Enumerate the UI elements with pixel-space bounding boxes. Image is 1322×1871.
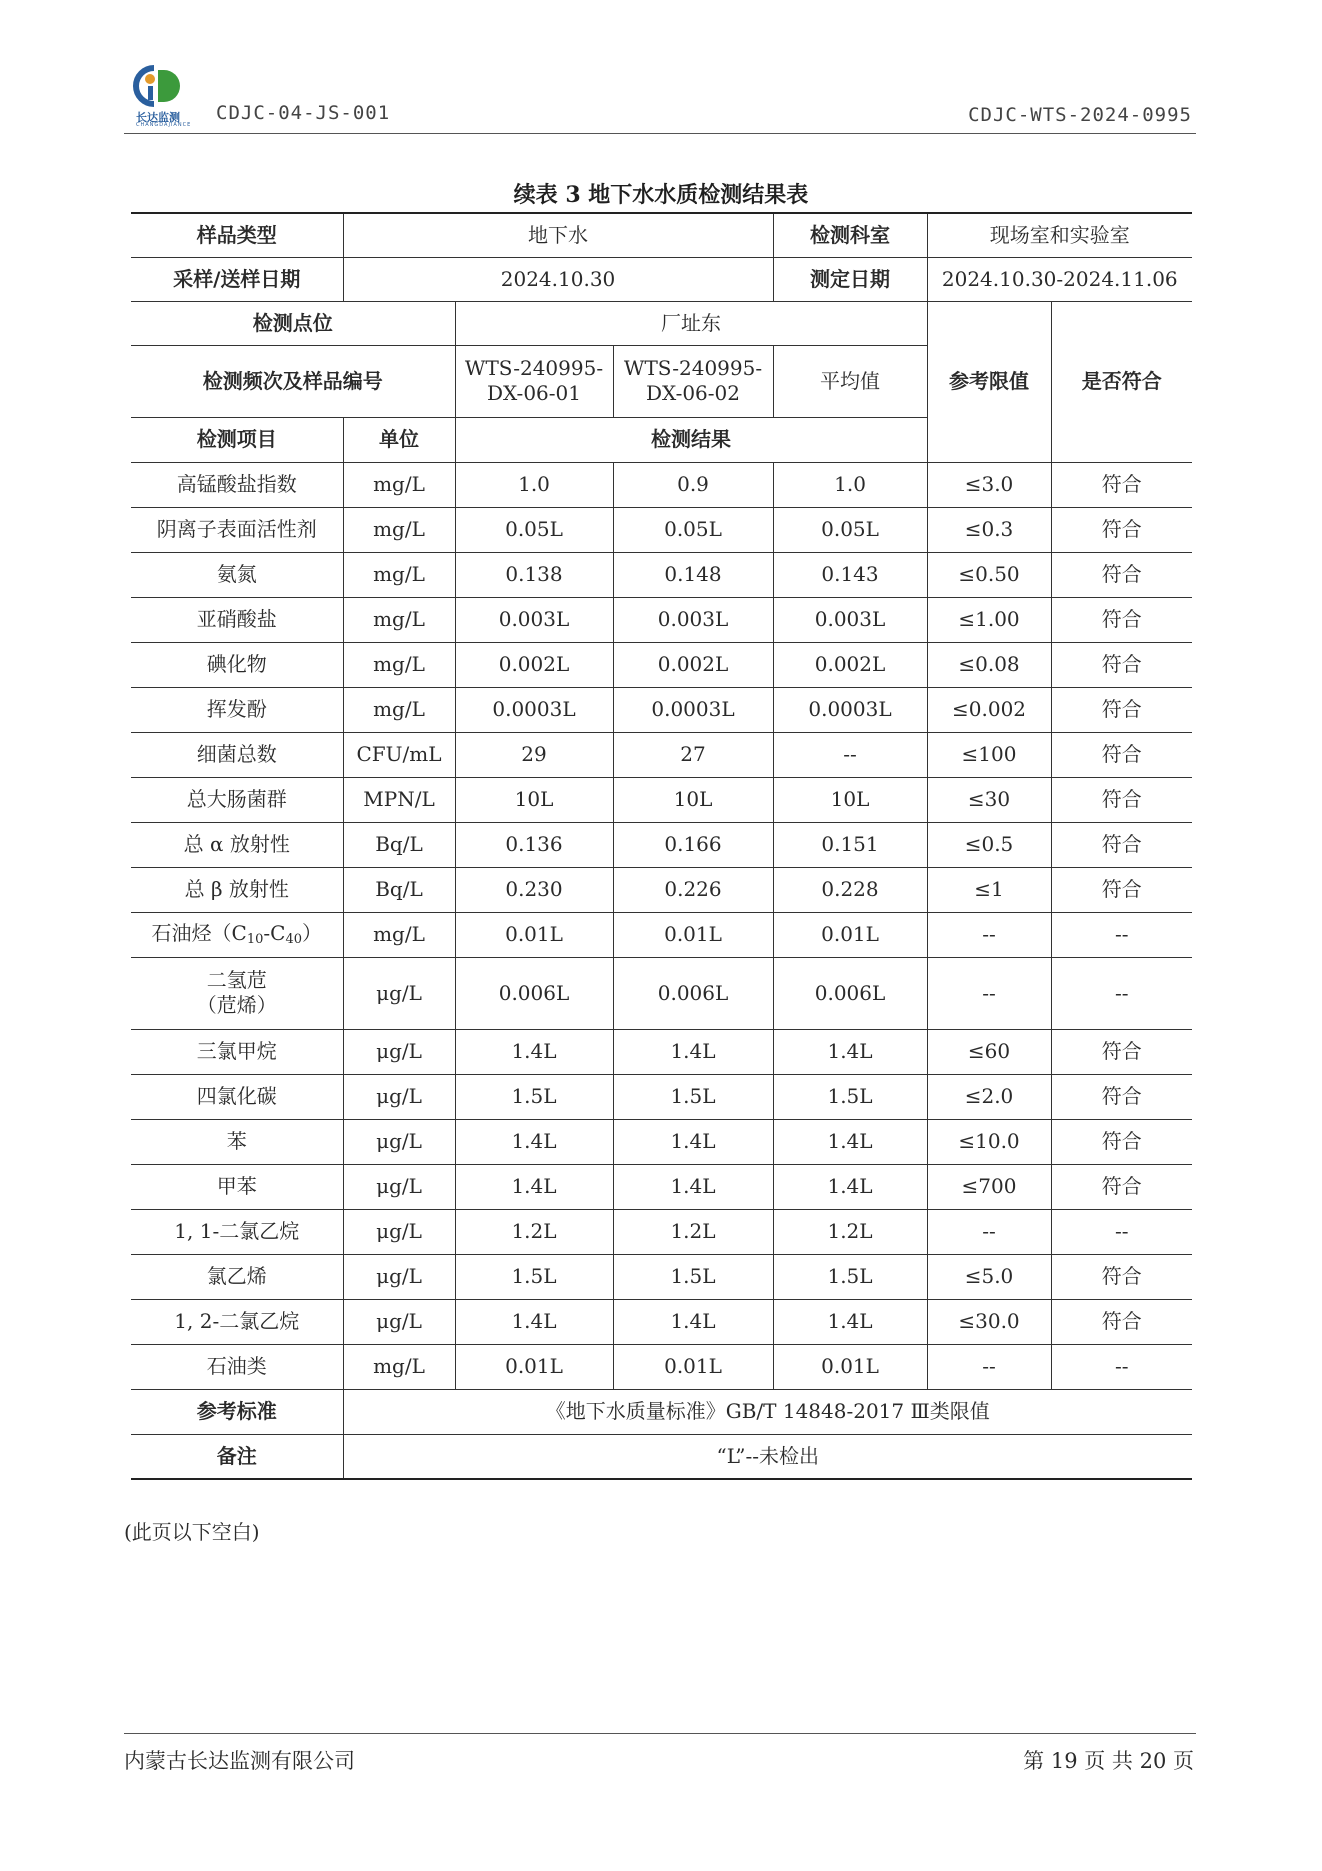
conformity: 符合 bbox=[1051, 1299, 1192, 1344]
table-row bbox=[131, 642, 1192, 687]
average: 1.0 bbox=[773, 462, 927, 507]
result-1: 0.002L bbox=[455, 642, 613, 687]
conformity: 符合 bbox=[1051, 1074, 1192, 1119]
table-row bbox=[131, 867, 1192, 912]
sample-2-id-line1: WTS-240995- bbox=[623, 356, 763, 380]
reference-limit: ≤30.0 bbox=[927, 1299, 1051, 1344]
average: 0.228 bbox=[773, 867, 927, 912]
unit-header: 单位 bbox=[343, 417, 455, 462]
reference-limit: -- bbox=[927, 1209, 1051, 1254]
reference-limit: ≤1.00 bbox=[927, 597, 1051, 642]
result-1: 0.136 bbox=[455, 822, 613, 867]
table-title: 续表 3 地下水水质检测结果表 bbox=[513, 182, 809, 208]
conformity: 符合 bbox=[1051, 1029, 1192, 1074]
conformity: 符合 bbox=[1051, 732, 1192, 777]
item-name bbox=[131, 912, 343, 957]
result-1: 0.01L bbox=[455, 912, 613, 957]
conformity: 符合 bbox=[1051, 1254, 1192, 1299]
item-name-line1: 二氢苊 bbox=[206, 968, 267, 992]
result-2: 1.5L bbox=[613, 1254, 773, 1299]
average: 1.4L bbox=[773, 1299, 927, 1344]
reference-limit: ≤30 bbox=[927, 777, 1051, 822]
conformity: 符合 bbox=[1051, 507, 1192, 552]
unit: μg/L bbox=[343, 1164, 455, 1209]
result-1: 1.5L bbox=[455, 1254, 613, 1299]
result-1: 0.138 bbox=[455, 552, 613, 597]
result-1: 0.003L bbox=[455, 597, 613, 642]
table-row bbox=[131, 597, 1192, 642]
unit: Bq/L bbox=[343, 867, 455, 912]
average: 1.5L bbox=[773, 1074, 927, 1119]
table-row bbox=[131, 1344, 1192, 1389]
result-2: 27 bbox=[613, 732, 773, 777]
conformity: 符合 bbox=[1051, 642, 1192, 687]
conformity: -- bbox=[1051, 957, 1192, 1029]
reference-limit: ≤2.0 bbox=[927, 1074, 1051, 1119]
reference-limit: -- bbox=[927, 912, 1051, 957]
result-2: 1.4L bbox=[613, 1119, 773, 1164]
reference-limit: ≤5.0 bbox=[927, 1254, 1051, 1299]
average: 0.0003L bbox=[773, 687, 927, 732]
info-row-dates bbox=[131, 257, 1192, 301]
item-name: 四氯化碳 bbox=[131, 1074, 343, 1119]
item-name: 总 β 放射性 bbox=[131, 867, 343, 912]
unit: mg/L bbox=[343, 462, 455, 507]
sample-2-id-line2: DX-06-02 bbox=[646, 381, 740, 405]
result-2: 1.4L bbox=[613, 1164, 773, 1209]
footer-divider bbox=[124, 1733, 1196, 1734]
item-name-subscript-1: 10 bbox=[246, 931, 264, 947]
result-1: 1.5L bbox=[455, 1074, 613, 1119]
result-2: 1.4L bbox=[613, 1029, 773, 1074]
average: -- bbox=[773, 732, 927, 777]
table-row bbox=[131, 1029, 1192, 1074]
conformity: 符合 bbox=[1051, 1164, 1192, 1209]
unit: mg/L bbox=[343, 912, 455, 957]
result-1: 0.01L bbox=[455, 1344, 613, 1389]
average: 1.5L bbox=[773, 1254, 927, 1299]
sampling-date-value: 2024.10.30 bbox=[343, 257, 773, 301]
table-row bbox=[131, 1299, 1192, 1344]
item-name: 1, 1-二氯乙烷 bbox=[131, 1209, 343, 1254]
average: 0.003L bbox=[773, 597, 927, 642]
item-name: 苯 bbox=[131, 1119, 343, 1164]
lab-label: 检测科室 bbox=[773, 213, 927, 257]
average: 0.01L bbox=[773, 1344, 927, 1389]
company-logo bbox=[128, 62, 200, 130]
result-1: 1.4L bbox=[455, 1299, 613, 1344]
table-row bbox=[131, 1209, 1192, 1254]
test-date-label: 测定日期 bbox=[773, 257, 927, 301]
unit: MPN/L bbox=[343, 777, 455, 822]
conformity: 符合 bbox=[1051, 687, 1192, 732]
sample-type-label: 样品类型 bbox=[131, 213, 343, 257]
unit: mg/L bbox=[343, 642, 455, 687]
page-number: 第 19 页 共 20 页 bbox=[1023, 1749, 1194, 1773]
conformity: -- bbox=[1051, 1209, 1192, 1254]
standard-row bbox=[131, 1389, 1192, 1434]
result-2: 10L bbox=[613, 777, 773, 822]
result-1: 1.0 bbox=[455, 462, 613, 507]
conformity: 符合 bbox=[1051, 597, 1192, 642]
item-name: 石油类 bbox=[131, 1344, 343, 1389]
result-1: 1.4L bbox=[455, 1164, 613, 1209]
reference-limit: ≤10.0 bbox=[927, 1119, 1051, 1164]
item-name-line2: （苊烯） bbox=[196, 993, 277, 1017]
conform-header: 是否符合 bbox=[1051, 301, 1192, 462]
average: 0.143 bbox=[773, 552, 927, 597]
logo-text: 长达监测 bbox=[136, 111, 180, 124]
item-name-mid: -C bbox=[263, 920, 286, 945]
average: 0.01L bbox=[773, 912, 927, 957]
blank-page-note: (此页以下空白) bbox=[124, 1520, 260, 1544]
conformity: 符合 bbox=[1051, 1119, 1192, 1164]
table-row bbox=[131, 687, 1192, 732]
average: 10L bbox=[773, 777, 927, 822]
test-date-value: 2024.10.30-2024.11.06 bbox=[927, 257, 1192, 301]
unit: μg/L bbox=[343, 1119, 455, 1164]
table-row bbox=[131, 912, 1192, 957]
unit: μg/L bbox=[343, 1209, 455, 1254]
average: 1.4L bbox=[773, 1119, 927, 1164]
table-row bbox=[131, 732, 1192, 777]
average: 0.002L bbox=[773, 642, 927, 687]
item-name: 氯乙烯 bbox=[131, 1254, 343, 1299]
item-name-suffix: ） bbox=[301, 920, 322, 945]
result-2: 0.01L bbox=[613, 1344, 773, 1389]
table-row bbox=[131, 1254, 1192, 1299]
item-name: 高锰酸盐指数 bbox=[131, 462, 343, 507]
unit: mg/L bbox=[343, 1344, 455, 1389]
result-2: 0.006L bbox=[613, 957, 773, 1029]
result-2: 1.2L bbox=[613, 1209, 773, 1254]
item-name: 阴离子表面活性剂 bbox=[131, 507, 343, 552]
table-row bbox=[131, 822, 1192, 867]
reference-limit: ≤1 bbox=[927, 867, 1051, 912]
result-2: 0.226 bbox=[613, 867, 773, 912]
result-2: 0.05L bbox=[613, 507, 773, 552]
unit: μg/L bbox=[343, 1029, 455, 1074]
item-name: 三氯甲烷 bbox=[131, 1029, 343, 1074]
conformity: -- bbox=[1051, 912, 1192, 957]
standard-label: 参考标准 bbox=[131, 1389, 343, 1434]
site-value: 厂址东 bbox=[455, 301, 927, 345]
reference-limit: ≤60 bbox=[927, 1029, 1051, 1074]
result-1: 10L bbox=[455, 777, 613, 822]
table-row bbox=[131, 1074, 1192, 1119]
reference-limit: -- bbox=[927, 1344, 1051, 1389]
table-row bbox=[131, 552, 1192, 597]
header-divider bbox=[124, 133, 1196, 134]
average: 0.151 bbox=[773, 822, 927, 867]
sample-1-id-line2: DX-06-01 bbox=[487, 381, 581, 405]
table-row bbox=[131, 1119, 1192, 1164]
result-2: 1.5L bbox=[613, 1074, 773, 1119]
remark-value: “L”--未检出 bbox=[343, 1434, 1192, 1479]
result-1: 1.2L bbox=[455, 1209, 613, 1254]
report-number: CDJC-WTS-2024-0995 bbox=[968, 104, 1192, 126]
conformity: 符合 bbox=[1051, 822, 1192, 867]
result-1: 1.4L bbox=[455, 1029, 613, 1074]
item-name: 细菌总数 bbox=[131, 732, 343, 777]
conformity: 符合 bbox=[1051, 777, 1192, 822]
site-label: 检测点位 bbox=[131, 301, 455, 345]
average: 0.05L bbox=[773, 507, 927, 552]
result-1: 29 bbox=[455, 732, 613, 777]
table-row bbox=[131, 507, 1192, 552]
remark-label: 备注 bbox=[131, 1434, 343, 1479]
unit: mg/L bbox=[343, 597, 455, 642]
unit: μg/L bbox=[343, 1299, 455, 1344]
reference-limit: ≤0.002 bbox=[927, 687, 1051, 732]
unit: mg/L bbox=[343, 552, 455, 597]
conformity: 符合 bbox=[1051, 867, 1192, 912]
table-row bbox=[131, 957, 1192, 1029]
average: 1.4L bbox=[773, 1164, 927, 1209]
logo-subtext: CHANGDAJIANCE bbox=[136, 122, 192, 128]
item-name: 甲苯 bbox=[131, 1164, 343, 1209]
unit: mg/L bbox=[343, 507, 455, 552]
table-row bbox=[131, 1164, 1192, 1209]
unit: mg/L bbox=[343, 687, 455, 732]
reference-limit: ≤0.08 bbox=[927, 642, 1051, 687]
limit-header: 参考限值 bbox=[927, 301, 1051, 462]
unit: μg/L bbox=[343, 1074, 455, 1119]
remark-row bbox=[131, 1434, 1192, 1479]
sample-type-value: 地下水 bbox=[343, 213, 773, 257]
conformity: -- bbox=[1051, 1344, 1192, 1389]
result-2: 1.4L bbox=[613, 1299, 773, 1344]
item-name bbox=[131, 957, 343, 1029]
result-2: 0.002L bbox=[613, 642, 773, 687]
item-name-subscript-2: 40 bbox=[285, 931, 302, 947]
result-2: 0.0003L bbox=[613, 687, 773, 732]
standard-value: 《地下水质量标准》GB/T 14848-2017 Ⅲ类限值 bbox=[343, 1389, 1192, 1434]
conformity: 符合 bbox=[1051, 462, 1192, 507]
reference-limit: ≤3.0 bbox=[927, 462, 1051, 507]
item-name: 氨氮 bbox=[131, 552, 343, 597]
freq-label: 检测频次及样品编号 bbox=[131, 345, 455, 417]
result-1: 0.0003L bbox=[455, 687, 613, 732]
result-1: 0.006L bbox=[455, 957, 613, 1029]
reference-limit: ≤0.5 bbox=[927, 822, 1051, 867]
reference-limit: ≤0.3 bbox=[927, 507, 1051, 552]
result-2: 0.003L bbox=[613, 597, 773, 642]
result-header: 检测结果 bbox=[455, 417, 927, 462]
unit: Bq/L bbox=[343, 822, 455, 867]
logo-mark-icon bbox=[128, 62, 192, 110]
unit: CFU/mL bbox=[343, 732, 455, 777]
item-name: 挥发酚 bbox=[131, 687, 343, 732]
unit: μg/L bbox=[343, 957, 455, 1029]
reference-limit: ≤100 bbox=[927, 732, 1051, 777]
form-code: CDJC-04-JS-001 bbox=[216, 102, 391, 124]
item-name: 亚硝酸盐 bbox=[131, 597, 343, 642]
result-2: 0.148 bbox=[613, 552, 773, 597]
sample-2-id bbox=[613, 345, 773, 417]
unit: μg/L bbox=[343, 1254, 455, 1299]
site-row bbox=[131, 301, 1192, 345]
lab-value: 现场室和实验室 bbox=[927, 213, 1192, 257]
result-1: 1.4L bbox=[455, 1119, 613, 1164]
average-header: 平均值 bbox=[773, 345, 927, 417]
result-1: 0.230 bbox=[455, 867, 613, 912]
reference-limit: ≤700 bbox=[927, 1164, 1051, 1209]
reference-limit: -- bbox=[927, 957, 1051, 1029]
table-row bbox=[131, 462, 1192, 507]
sample-1-id-line1: WTS-240995- bbox=[464, 356, 604, 380]
info-row-sample-type bbox=[131, 213, 1192, 257]
result-1: 0.05L bbox=[455, 507, 613, 552]
item-header: 检测项目 bbox=[131, 417, 343, 462]
item-name-prefix: 石油烃（C bbox=[151, 920, 247, 945]
item-name: 碘化物 bbox=[131, 642, 343, 687]
average: 1.2L bbox=[773, 1209, 927, 1254]
item-name: 总 α 放射性 bbox=[131, 822, 343, 867]
reference-limit: ≤0.50 bbox=[927, 552, 1051, 597]
table-row bbox=[131, 777, 1192, 822]
conformity: 符合 bbox=[1051, 552, 1192, 597]
result-2: 0.166 bbox=[613, 822, 773, 867]
result-2: 0.01L bbox=[613, 912, 773, 957]
item-name: 1, 2-二氯乙烷 bbox=[131, 1299, 343, 1344]
sample-1-id bbox=[455, 345, 613, 417]
average: 1.4L bbox=[773, 1029, 927, 1074]
footer-company: 内蒙古长达监测有限公司 bbox=[124, 1749, 355, 1773]
sampling-date-label: 采样/送样日期 bbox=[131, 257, 343, 301]
average: 0.006L bbox=[773, 957, 927, 1029]
result-2: 0.9 bbox=[613, 462, 773, 507]
results-table bbox=[131, 212, 1192, 1480]
item-name: 总大肠菌群 bbox=[131, 777, 343, 822]
